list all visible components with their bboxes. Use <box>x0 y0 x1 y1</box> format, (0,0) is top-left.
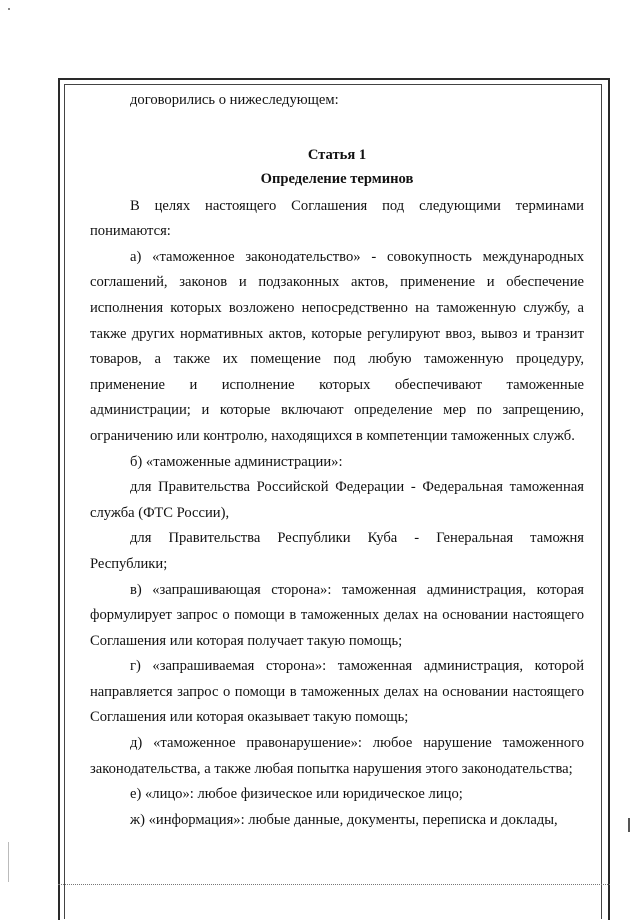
paragraph-item-zh: ж) «информация»: любые данные, документы, переписка и доклады, <box>130 811 558 828</box>
paragraph-cuba: для Правительства Республики Куба - Генеральная таможня Республики; <box>90 530 584 572</box>
paragraph-item-v: в) «запрашивающая сторона»: таможенная администрация, которая формулирует запрос о помощи в таможенных делах на основании настоящего Соглашения или которая получает такую помощь; <box>90 581 584 649</box>
article-title: Статья 1 <box>307 146 367 163</box>
scan-margin-mark <box>8 842 9 882</box>
article-subtitle: Определение терминов <box>260 170 414 187</box>
document-body <box>90 88 584 833</box>
page-bottom-edge <box>58 884 610 885</box>
paragraph-item-b: б) «таможенные администрации»: <box>130 453 343 470</box>
paragraph-item-a: а) «таможенное законодательство» - совокупность международных соглашений, законов и подзаконных актов, применение и обеспечение исполнения которых возложено непосредственно на таможенную службу, а также других нормативных актов, которые регулируют ввоз, вывоз и транзит товаров, а также их помещение под любую таможенную процедуру, применение и исполнение которых обеспечивают таможенные администрации; и которые включают определение мер по запрещению, ограничению или контролю, находящихся в компетенции таможенных служб. <box>90 248 584 444</box>
intro-line: договорились о нижеследующем: <box>130 92 339 108</box>
scan-edge-mark <box>628 818 630 832</box>
paragraph-item-e: е) «лицо»: любое физическое или юридическое лицо; <box>130 786 463 803</box>
scan-speck <box>8 8 10 10</box>
paragraph-preamble: В целях настоящего Соглашения под следующими терминами понимаются: <box>90 197 584 240</box>
paragraph-item-d: д) «таможенное правонарушение»: любое нарушение таможенного законодательства, а также любая попытка нарушения этого законодательства; <box>90 735 584 777</box>
paragraph-item-g: г) «запрашиваемая сторона»: таможенная администрация, которой направляется запрос о помощи в таможенных делах на основании настоящего Соглашения или которая оказывает такую помощь; <box>90 658 584 726</box>
paragraph-russia: для Правительства Российской Федерации - Федеральная таможенная служба (ФТС России), <box>90 479 584 521</box>
